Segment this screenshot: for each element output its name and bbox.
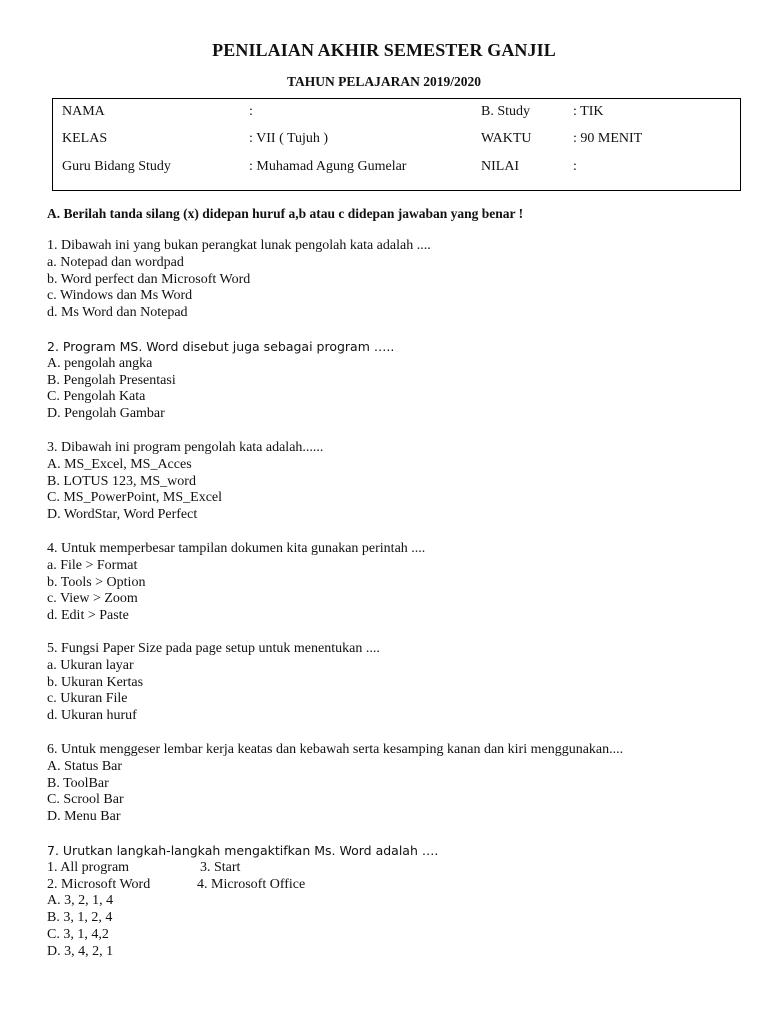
instruction: A. Berilah tanda silang (x) didepan huruf a,b atau c didepan jawaban yang benar !	[47, 206, 524, 221]
option: c. Windows dan Ms Word	[47, 288, 193, 304]
guru-value: : Muhamad Agung Gumelar	[249, 159, 407, 174]
option: D. Menu Bar	[47, 809, 121, 825]
nilai-value: :	[573, 159, 577, 174]
step-item: 4. Microsoft Office	[197, 876, 306, 892]
option: A. Status Bar	[47, 758, 123, 774]
option: c. Ukuran File	[47, 691, 128, 707]
option: a. Ukuran layar	[47, 657, 134, 673]
nama-value: :	[249, 104, 253, 119]
option: C. Scrool Bar	[47, 792, 124, 808]
question-text: 7. Urutkan langkah-langkah mengaktifkan Ms. Word adalah ….	[47, 843, 439, 858]
option: C. MS_PowerPoint, MS_Excel	[47, 490, 223, 506]
question-2	[47, 339, 394, 423]
nama-label: NAMA	[62, 104, 105, 119]
option: A. 3, 2, 1, 4	[47, 893, 114, 909]
question-text: 4. Untuk memperbesar tampilan dokumen kita gunakan perintah ....	[47, 541, 426, 556]
question-text: 6. Untuk menggeser lembar kerja keatas dan kebawah serta kesamping kanan dan kiri menggunakan....	[47, 742, 624, 757]
option: a. File > Format	[47, 557, 138, 573]
option: C. Pengolah Kata	[47, 389, 146, 405]
option: b. Tools > Option	[47, 574, 146, 590]
option: D. WordStar, Word Perfect	[47, 507, 198, 523]
option: A. MS_Excel, MS_Acces	[47, 456, 192, 472]
step-item: 1. All program	[47, 859, 130, 875]
question-4	[47, 541, 425, 625]
steps-row	[47, 877, 438, 894]
guru-label: Guru Bidang Study	[62, 159, 171, 174]
steps-row	[47, 860, 438, 877]
option: b. Word perfect dan Microsoft Word	[47, 271, 251, 287]
step-item: 2. Microsoft Word	[47, 876, 151, 892]
page-subtitle: TAHUN PELAJARAN 2019/2020	[286, 74, 481, 89]
nilai-label: NILAI	[481, 159, 520, 174]
step-item: 3. Start	[200, 859, 241, 875]
question-5	[47, 641, 380, 725]
option: B. LOTUS 123, MS_word	[47, 473, 196, 489]
option: B. ToolBar	[47, 775, 109, 791]
option: c. View > Zoom	[47, 591, 138, 607]
option: C. 3, 1, 4,2	[47, 926, 109, 942]
waktu-label: WAKTU	[481, 131, 532, 146]
option: d. Edit > Paste	[47, 608, 129, 624]
option: B. Pengolah Presentasi	[47, 372, 176, 388]
study-value: : TIK	[573, 104, 604, 119]
option: b. Ukuran Kertas	[47, 674, 144, 690]
question-text: 1. Dibawah ini yang bukan perangkat lunak pengolah kata adalah ....	[47, 238, 431, 253]
question-text: 5. Fungsi Paper Size pada page setup untuk menentukan ....	[47, 641, 380, 656]
option: d. Ms Word dan Notepad	[47, 305, 188, 321]
study-label: B. Study	[481, 104, 531, 119]
kelas-value: : VII ( Tujuh )	[249, 131, 329, 146]
student-info-box	[52, 98, 741, 191]
option: a. Notepad dan wordpad	[47, 254, 184, 270]
option: D. 3, 4, 2, 1	[47, 943, 114, 959]
question-text: 3. Dibawah ini program pengolah kata adalah......	[47, 440, 324, 455]
option: A. pengolah angka	[47, 355, 153, 371]
option: d. Ukuran huruf	[47, 708, 137, 724]
kelas-label: KELAS	[62, 131, 108, 146]
question-6	[47, 742, 623, 826]
waktu-value: : 90 MENIT	[573, 131, 643, 146]
question-3	[47, 440, 323, 524]
question-text: 2. Program MS. Word disebut juga sebagai program …..	[47, 339, 395, 354]
question-7	[47, 843, 438, 961]
option: D. Pengolah Gambar	[47, 406, 165, 422]
question-1	[47, 238, 431, 322]
option: B. 3, 1, 2, 4	[47, 910, 113, 926]
page-title: PENILAIAN AKHIR SEMESTER GANJIL	[212, 40, 556, 60]
